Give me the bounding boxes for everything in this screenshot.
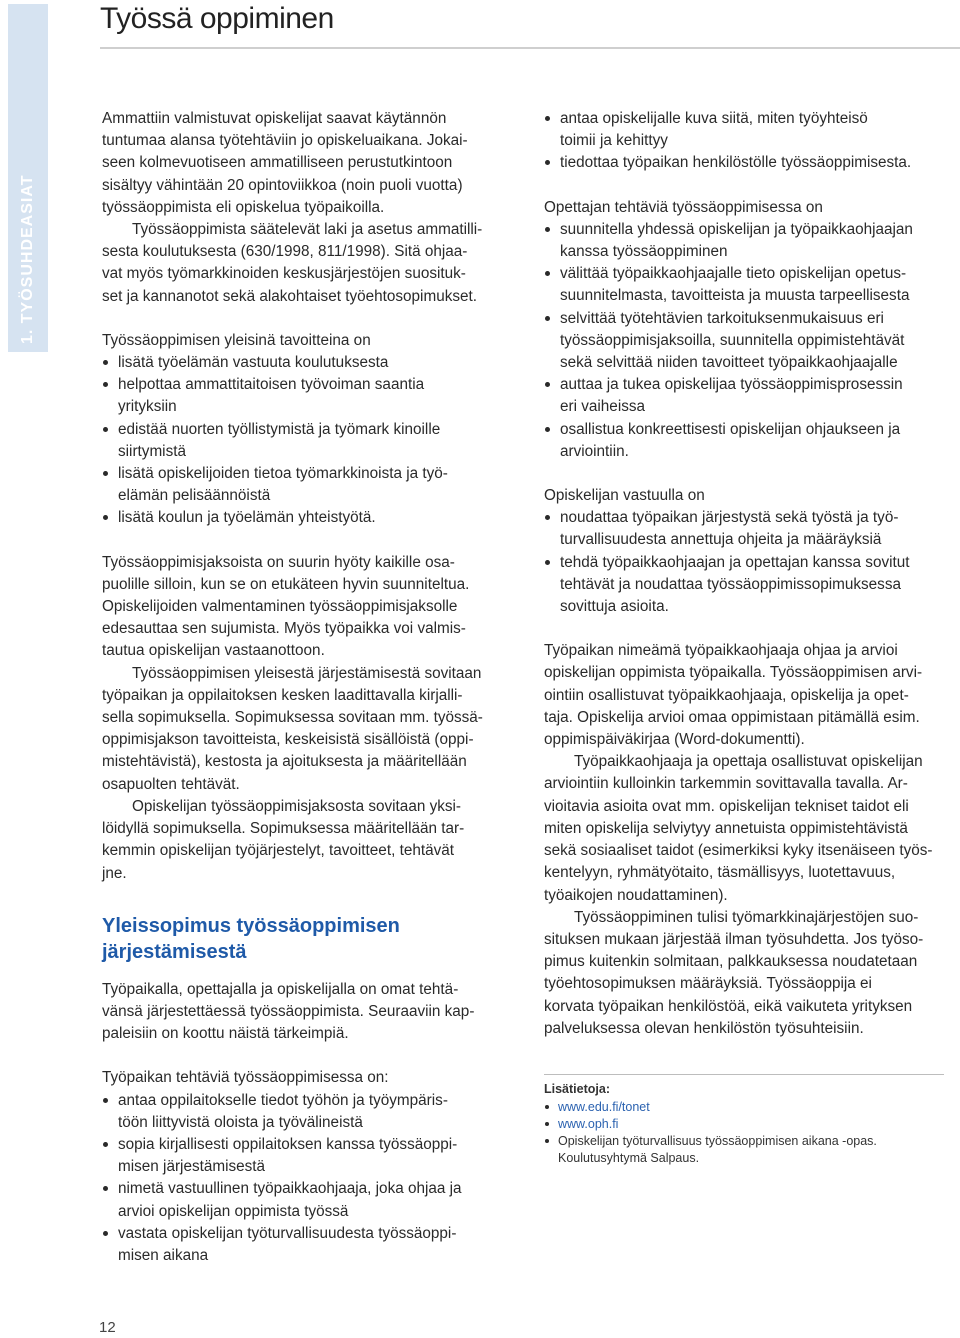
list-item: Opiskelijan työturvallisuus työssäoppimisen aikana -opas. Koulutusyhtymä Salpaus. — [544, 1133, 944, 1167]
list-item: auttaa ja tukea opiskelijaa työssäoppimisprosessin eri vaiheissa — [544, 374, 944, 418]
list-item: nimetä vastuullinen työpaikkaohjaaja, joka ohjaa ja arvioi opiskelijan oppimista työssä — [102, 1178, 510, 1222]
page-number: 12 — [99, 1319, 116, 1336]
list-item: sopia kirjallisesti oppilaitoksen kanssa työssäoppi- misen järjestämisestä — [102, 1134, 510, 1178]
list-item: antaa opiskelijalle kuva siitä, miten työyhteisö toimii ja kehittyy — [544, 108, 944, 152]
benefit-paragraph: Työssäoppimisjaksoista on suurin hyöty kaikille osa- puolille silloin, kun se on etukäteen hyvin suunniteltua. Opiskelijoiden valmentaminen työssäoppimisjaksolle edesauttaa sen sujumista. Myös työpaikka voi valmis- tautua opiskelijan vastaanottoon. — [102, 553, 470, 660]
info-links-list — [544, 1099, 944, 1167]
list-item: lisätä opiskelijoiden tietoa työmarkkinoista ja työ- elämän pelisäännöistä — [102, 463, 510, 507]
list-item: selvittää työtehtävien tarkoituksenmukaisuus eri työssäoppimisjaksoilla, suunnitella oppimistehtävät sekä selvittää niiden tavoitteet työpaikkaohjaajalle — [544, 308, 944, 375]
goals-list — [102, 352, 510, 530]
section-heading: Yleissopimus työssäoppimisen järjestämisestä — [102, 914, 400, 963]
left-column — [102, 108, 510, 1267]
list-item: noudattaa työpaikan järjestystä sekä työstä ja työ- turvallisuudesta annettuja ohjeita ja määräyksiä — [544, 507, 944, 551]
employer-tasks-intro: Työpaikan tehtäviä työssäoppimisessa on: — [102, 1069, 389, 1087]
assessment-paragraph: Työpaikan nimeämä työpaikkaohjaaja ohjaa ja arvioi opiskelijan oppimista työpaikalla. Työssäoppimisen arvi- ointiin osallistuvat työpaikkaohjaaja, opiskelija ja opet- taja. Opiskelija arvioi omaa oppimistaan pitämällä esim. oppimispäiväkirjaa (Word-dokumentti). — [544, 642, 923, 749]
list-item: tiedottaa työpaikan henkilöstölle työssäoppimisesta. — [544, 152, 944, 174]
law-paragraph: Työssäoppimista säätelevät laki ja asetus ammatilli- — [132, 221, 483, 239]
section-paragraph: Työpaikalla, opettajalla ja opiskelijalla on omat tehtä- vänsä järjestettäessä työssäoppimista. Seuraaviin kap- paleisiin on koottu näistä tärkeimpiä. — [102, 980, 475, 1043]
title-divider — [100, 47, 960, 49]
right-column — [544, 108, 944, 1040]
edu-link[interactable]: www.edu.fi/tonet — [558, 1100, 650, 1114]
oph-link[interactable]: www.oph.fi — [558, 1117, 619, 1131]
chapter-label: 1. TYÖSUHDEASIAT — [19, 174, 36, 344]
employer-tasks-list — [102, 1090, 510, 1268]
list-item: antaa oppilaitokselle tiedot työhön ja työympäris- töön liittyvistä oloista ja työvälineistä — [102, 1090, 510, 1134]
teacher-tasks-intro: Opettajan tehtäviä työssäoppimisessa on — [544, 198, 823, 216]
list-item: tehdä työpaikkaohjaajan ja opettajan kanssa sovitut tehtävät ja noudattaa työssäoppimissopimuksessa sovittuja asioita. — [544, 552, 944, 619]
student-tasks-list — [544, 507, 944, 618]
list-item: vastata opiskelijan työturvallisuudesta työssäoppi- misen aikana — [102, 1223, 510, 1267]
agreement-paragraph: Työssäoppimisen yleisestä järjestämisestä sovitaan työpaikan ja oppilaitoksen kesken laadittavalla kirjalli- sella sopimuksella. Sopimuksessa sovitaan mm. työssä- oppimisjakson tavoitteista, keskeisistä sisällöistä (oppi- mistehtävistä), kestosta ja ajoituksesta ja määritellään osapuolten tehtävät. — [102, 664, 483, 793]
list-item: osallistua konkreettisesti opiskelijan ohjaukseen ja arviointiin. — [544, 419, 944, 463]
teacher-tasks-list — [544, 219, 944, 463]
goals-intro: Työssäoppimisen yleisinä tavoitteina on — [102, 331, 371, 349]
info-title: Lisätietoja: — [544, 1082, 610, 1096]
list-item: suunnitella yhdessä opiskelijan ja työpaikkaohjaajan kanssa työssäoppiminen — [544, 219, 944, 263]
intro-paragraph: Ammattiin valmistuvat opiskelijat saavat käytännön tuntumaa alansa työtehtäviin jo opiskeluaikana. Jokai- seen kolmevuotiseen ammatilliseen perustutkintoon sisältyy vähintään 20 opintoviikkoa (noin puoli vuotta) työssäoppimista eli opiskelua työpaikoilla. — [102, 110, 468, 216]
law-paragraph-cont: sesta koulutuksesta (630/1998, 811/1998). Sitä ohjaa- vat myös työmarkkinoiden keskusjärjestöjen suosituk- set ja kannanotot sekä alakohtaiset työehtosopimukset. — [102, 243, 478, 305]
list-item: lisätä koulun ja työelämän yhteistyötä. — [102, 507, 510, 529]
contract-paragraph: Työssäoppiminen tulisi työmarkkinajärjestöjen suo- situksen mukaan järjestää ilman työsuhdetta. Jos työso- pimus kuitenkin solmitaan, palkkauksessa noudatetaan työehtosopimuksen määräyksiä. Työssäoppija ei korvata työpaikan henkilöstöä, eikä vaikuteta yrityksen palveluksessa olevan henkilöstön työsuhteisiin. — [544, 908, 924, 1037]
list-item: edistää nuorten työllistymistä ja työmark kinoille siirtymistä — [102, 419, 510, 463]
student-tasks-intro: Opiskelijan vastuulla on — [544, 487, 705, 505]
info-divider — [544, 1074, 944, 1075]
chapter-tab — [8, 4, 48, 352]
list-item — [544, 1116, 944, 1133]
supervisor-paragraph: Työpaikkaohjaaja ja opettaja osallistuvat opiskelijan arviointiin kulloinkin tarkemmin sovittavalla tavalla. Ar- vioitavia asioita ovat mm. opiskelijan tekniset taidot eli miten opiskelija selviytyy annetuista oppimistehtävistä sekä sosiaaliset taidot (esimerkiksi kyky itsenäiseen työs- kentelyyn, ryhmätyötaito, täsmällisyys, luotettavuus, työaikojen noudattaminen). — [544, 753, 933, 904]
more-info-box — [544, 1074, 944, 1167]
employer-tasks-list-cont — [544, 108, 944, 175]
page-title: Työssä oppiminen — [100, 2, 334, 35]
list-item — [544, 1099, 944, 1116]
list-item: välittää työpaikkaohjaajalle tieto opiskelijan opetus- suunnitelmasta, tavoitteista ja muusta tarpeellisesta — [544, 263, 944, 307]
list-item: lisätä työelämän vastuuta koulutuksesta — [102, 352, 510, 374]
individual-agreement-paragraph: Opiskelijan työssäoppimisjaksosta sovitaan yksi- löidyllä sopimuksella. Sopimuksessa määritellään tar- kemmin opiskelijan työjärjestelyt, tavoitteet, tehtävät jne. — [102, 797, 465, 882]
list-item: helpottaa ammattitaitoisen työvoiman saantia yrityksiin — [102, 374, 510, 418]
